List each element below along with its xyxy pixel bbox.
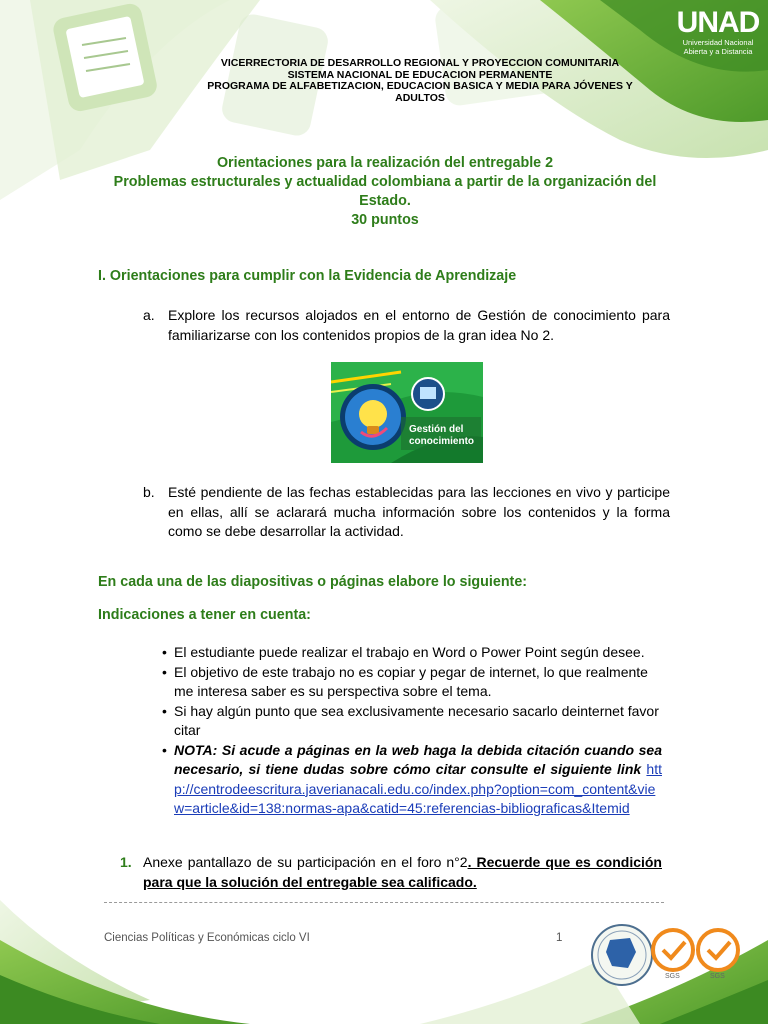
logo-name: UNAD xyxy=(676,6,760,39)
header-line-1: VICERRECTORIA DE DESARROLLO REGIONAL Y PROYECCION COMUNITARIA xyxy=(220,57,620,69)
bullet-text-2: El objetivo de este trabajo no es copiar y pegar de internet, lo que realmente me interesa saber es su perspectiva sobre el tema. xyxy=(174,663,648,699)
document-header xyxy=(205,58,635,104)
bullet-icon: • xyxy=(162,663,167,680)
banner-text-2: conocimiento xyxy=(409,436,475,447)
item-1-text xyxy=(143,853,662,892)
list-item xyxy=(162,741,662,819)
bullet-text-1: El estudiante puede realizar el trabajo en Word o Power Point según desee. xyxy=(174,644,645,660)
page-number: 1 xyxy=(556,932,563,944)
footer-divider xyxy=(104,902,664,903)
item-b-label: b. xyxy=(143,484,155,500)
bullet-note xyxy=(174,741,662,819)
footer-text: Ciencias Políticas y Económicas ciclo VI xyxy=(104,932,310,944)
bullet-icon: • xyxy=(162,644,167,660)
colombia-seal-icon xyxy=(592,925,652,985)
item-number: 1. xyxy=(120,854,132,870)
lightbulb-icon xyxy=(359,400,387,428)
note-text: NOTA: Si acude a páginas en la web haga la debida citación cuando sea necesario, si tiene dudas sobre cómo citar consulte el siguiente link xyxy=(174,741,662,777)
title-line-2: Problemas estructurales y actualidad colombiana a partir de la organización del xyxy=(113,174,657,190)
sgs-label-2: SGS xyxy=(710,973,725,980)
header-line-4: ADULTOS xyxy=(395,91,445,104)
notes-list xyxy=(162,643,662,819)
list-item xyxy=(162,663,662,702)
unad-logo xyxy=(676,8,760,56)
gestion-conocimiento-banner xyxy=(331,362,483,463)
item-a-text: Explore los recursos alojados en el entorno de Gestión de conocimiento para familiarizarse con los contenidos propios de la gran idea No 2. xyxy=(168,307,670,343)
instruction-heading: En cada una de las diapositivas o páginas elabore lo siguiente: xyxy=(98,574,528,590)
title-line-3: Estado. xyxy=(359,193,411,209)
logo-sub-1: Universidad Nacional xyxy=(682,38,754,47)
item-a-label: a. xyxy=(143,307,155,323)
apa-citation-link[interactable]: http://centrodeescritura.javerianacali.edu.co/index.php?option=com_content&view=article&id=138:normas-apa&catid=45:referencias-bibliograficas&Itemid xyxy=(174,761,662,816)
logo-sub-2: Abierta y a Distancia xyxy=(683,47,753,56)
bullet-text-3: Si hay algún punto que sea exclusivamente necesario sacarlo deinternet favor citar xyxy=(174,702,659,738)
item-1-plain: Anexe pantallazo de su participación en el foro n°2 xyxy=(143,854,468,870)
section-heading: I. Orientaciones para cumplir con la Evidencia de Aprendizaje xyxy=(98,268,517,284)
header-line-2: SISTEMA NACIONAL DE EDUCACION PERMANENTE xyxy=(287,68,553,81)
item-b-text: Esté pendiente de las fechas establecidas para las lecciones en vivo y participe en ellas, allí se aclarará mucha información sobre los contenidos y la forma como se debe desarrollar la actividad. xyxy=(168,484,670,539)
bullet-icon: • xyxy=(162,741,167,758)
sgs-label-1: SGS xyxy=(665,973,680,980)
document-title xyxy=(100,154,670,230)
item-1-bold: . Recuerde que es condición para que la solución del entregable sea calificado. xyxy=(143,854,662,890)
numbered-item-1 xyxy=(120,853,662,892)
header-line-3: PROGRAMA DE ALFABETIZACION, EDUCACION BASICA Y MEDIA PARA JÓVENES Y xyxy=(207,80,633,92)
title-line-4: 30 puntos xyxy=(351,212,419,228)
title-line-1: Orientaciones para la realización del entregable 2 xyxy=(216,155,554,171)
sgs-certification-icon-2 xyxy=(698,930,738,970)
monitor-icon xyxy=(420,387,436,399)
list-item xyxy=(162,643,662,663)
sgs-certification-icon-1 xyxy=(653,930,693,970)
bullet-icon: • xyxy=(162,702,167,719)
banner-text-1: Gestión del xyxy=(409,424,464,435)
list-item xyxy=(162,702,662,741)
notes-heading: Indicaciones a tener en cuenta: xyxy=(98,607,311,623)
